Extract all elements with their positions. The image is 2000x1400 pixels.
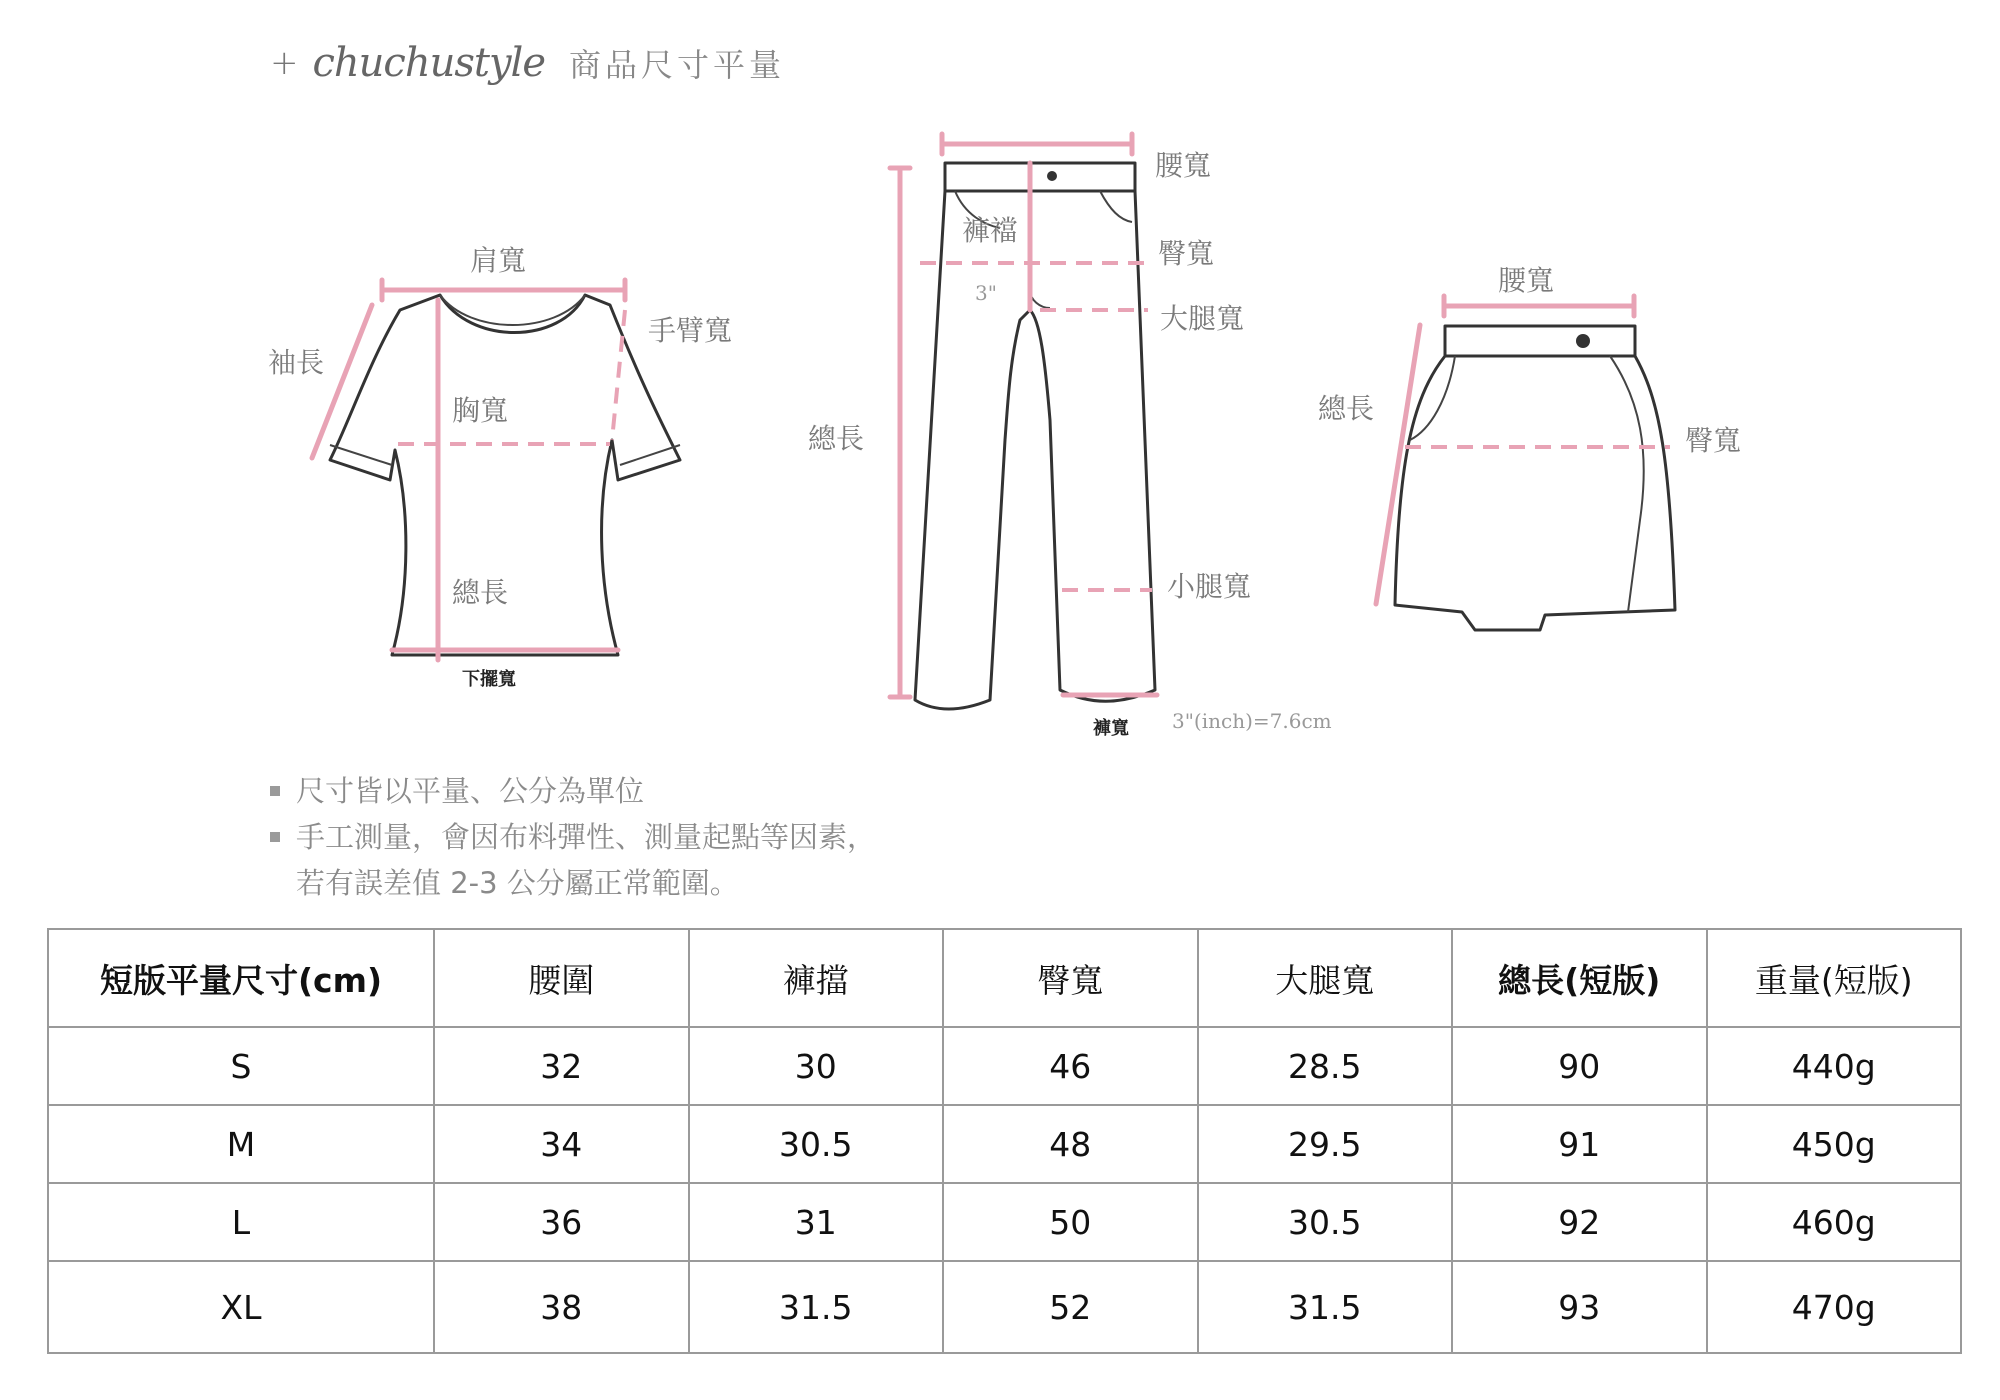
table-cell: 36	[434, 1183, 689, 1261]
table-cell: 30.5	[689, 1105, 944, 1183]
table-cell: 31.5	[689, 1261, 944, 1353]
leg-opening-label: 褲寬	[1093, 718, 1129, 739]
column-header-waist: 腰圍	[434, 929, 689, 1027]
measurement-notes	[270, 768, 876, 906]
column-header-weight: 重量(短版)	[1707, 929, 1962, 1027]
table-cell: 30.5	[1198, 1183, 1453, 1261]
rise-label: 褲襠	[962, 214, 1019, 247]
skirt-waist-label: 腰寬	[1498, 264, 1555, 297]
table-cell: 450g	[1707, 1105, 1962, 1183]
chest-label: 胸寬	[452, 394, 509, 427]
note-text: 尺寸皆以平量、公分為單位	[296, 774, 645, 808]
note-item	[270, 768, 876, 814]
pants-length-label: 總長	[808, 422, 865, 455]
table-cell: 93	[1452, 1261, 1707, 1353]
table-cell: 29.5	[1198, 1105, 1453, 1183]
table-cell: 32	[434, 1027, 689, 1105]
table-cell: M	[48, 1105, 434, 1183]
table-cell: 90	[1452, 1027, 1707, 1105]
table-header-row	[48, 929, 1961, 1027]
table-cell: L	[48, 1183, 434, 1261]
table-cell: 460g	[1707, 1183, 1962, 1261]
column-header-size: 短版平量尺寸(cm)	[48, 929, 434, 1027]
column-header-thigh: 大腿寬	[1198, 929, 1453, 1027]
arm-width-label: 手臂寬	[648, 314, 733, 347]
calf-label: 小腿寬	[1167, 570, 1252, 603]
bullet-icon	[270, 832, 280, 842]
skirt-diagram	[1318, 264, 1741, 630]
tshirt-diagram	[268, 244, 732, 690]
note-item	[270, 860, 876, 906]
table-cell: S	[48, 1027, 434, 1105]
table-cell: 48	[943, 1105, 1198, 1183]
note-text: 若有誤差值 2-3 公分屬正常範圍。	[296, 866, 739, 900]
skirt-length-label: 總長	[1318, 392, 1375, 425]
note-item	[270, 814, 876, 860]
bullet-icon	[270, 786, 280, 796]
column-header-length: 總長(短版)	[1452, 929, 1707, 1027]
table-row	[48, 1027, 1961, 1105]
plus-icon: +	[270, 43, 299, 83]
hem-label: 下擺寬	[462, 669, 516, 690]
skirt-icon	[1395, 356, 1675, 630]
table-cell: 52	[943, 1261, 1198, 1353]
pants-waist-label: 腰寬	[1155, 149, 1212, 182]
table-cell: 28.5	[1198, 1027, 1453, 1105]
column-header-hip: 臀寬	[943, 929, 1198, 1027]
table-cell: 31	[689, 1183, 944, 1261]
inch-conversion-note: 3"(inch)=7.6cm	[1172, 709, 1332, 733]
table-cell: 91	[1452, 1105, 1707, 1183]
thigh-label: 大腿寬	[1160, 302, 1245, 335]
tshirt-length-label: 總長	[452, 576, 509, 609]
size-table	[47, 928, 1962, 1354]
column-header-rise: 褲擋	[689, 929, 944, 1027]
rise-note-label: 3"	[975, 281, 997, 305]
table-cell: 470g	[1707, 1261, 1962, 1353]
pants-waistband	[945, 163, 1135, 191]
skirt-waistband	[1445, 326, 1635, 356]
table-row	[48, 1183, 1961, 1261]
brand-logo: chuchustyle	[312, 40, 546, 86]
table-cell: 30	[689, 1027, 944, 1105]
pants-button-icon	[1047, 171, 1057, 181]
table-cell: 38	[434, 1261, 689, 1353]
table-cell: 440g	[1707, 1027, 1962, 1105]
sleeve-length-label: 袖長	[268, 346, 325, 379]
table-cell: 50	[943, 1183, 1198, 1261]
pants-icon	[915, 191, 1155, 709]
page-title: 商品尺寸平量	[569, 46, 786, 84]
table-cell: 92	[1452, 1183, 1707, 1261]
skirt-button-icon	[1576, 334, 1590, 348]
pants-diagram	[808, 134, 1332, 739]
table-row	[48, 1261, 1961, 1353]
table-cell: 46	[943, 1027, 1198, 1105]
table-cell: 31.5	[1198, 1261, 1453, 1353]
pants-hip-label: 臀寬	[1158, 237, 1215, 270]
table-row	[48, 1105, 1961, 1183]
note-text: 手工測量，會因布料彈性、測量起點等因素，	[296, 820, 877, 854]
shoulder-label: 肩寬	[470, 244, 527, 277]
table-cell: 34	[434, 1105, 689, 1183]
table-cell: XL	[48, 1261, 434, 1353]
skirt-hip-label: 臀寬	[1685, 424, 1742, 457]
